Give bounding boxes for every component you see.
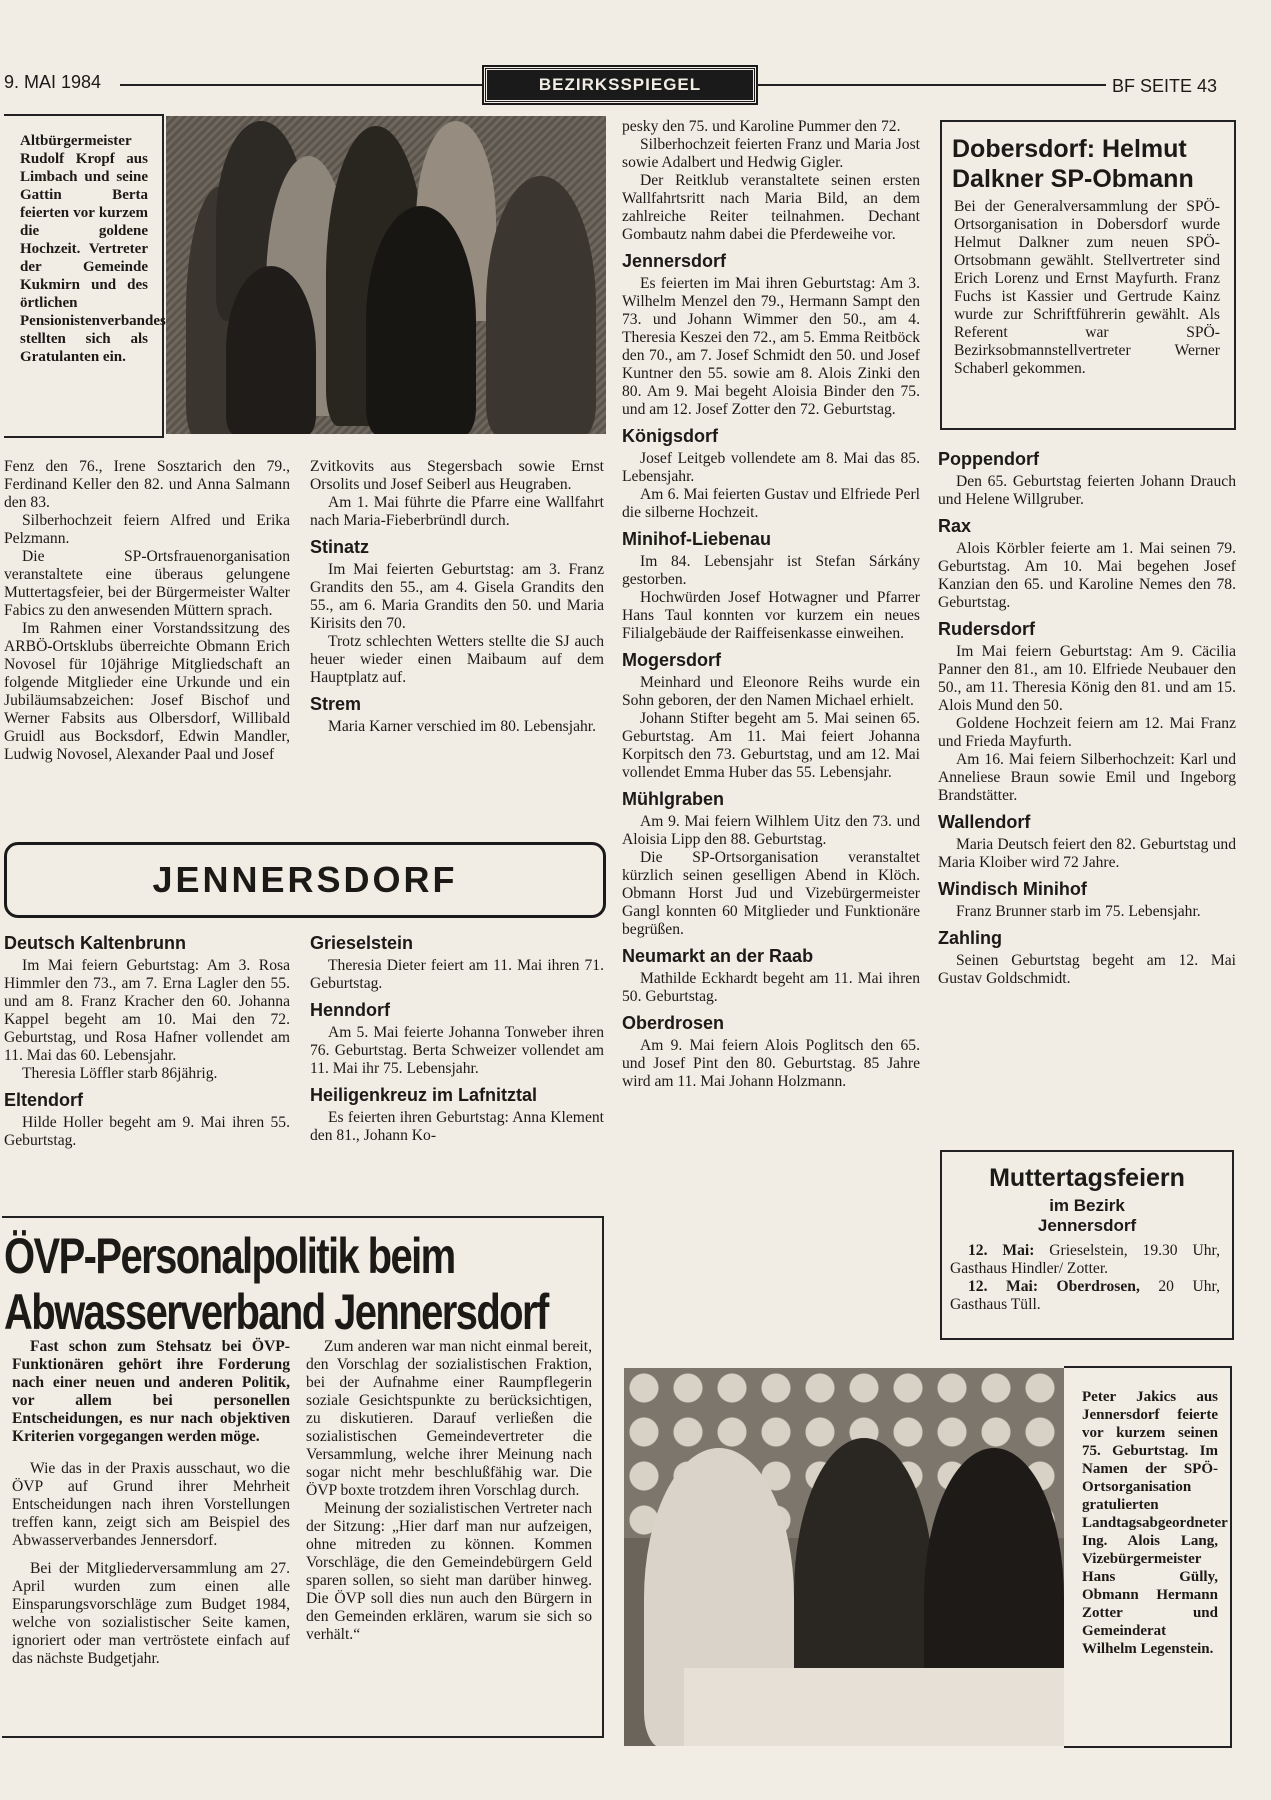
section-title: BEZIRKSSPIEGEL xyxy=(484,67,756,103)
event-detail: Grieselstein, 19.30 Uhr, Gasthaus Hindler/ Zotter. xyxy=(950,1242,1220,1277)
jennersdorf-column-1 xyxy=(4,926,290,1150)
paragraph: Franz Brunner starb im 75. Lebensjahr. xyxy=(956,903,1201,920)
event-date: 12. Mai: Oberdrosen, xyxy=(968,1278,1140,1295)
heading-eltendorf: Eltendorf xyxy=(4,1090,83,1110)
paragraph: Im 84. Lebensjahr ist Stefan Sárkány gestorben. xyxy=(622,553,920,588)
muttertag-text xyxy=(950,1242,1220,1314)
paragraph: Bei der Mitgliederversammlung am 27. April wurden zum einen alle Einsparungsvorschläge zum Budget 1984, welche von sozialistischer Seite kamen, ignoriert oder man vertröstete einfach auf das nächste Budgetjahr. xyxy=(12,1560,290,1667)
column-4 xyxy=(938,442,1236,988)
paragraph: Zvitkovits aus Stegersbach sowie Ernst Orsolits und Josef Seiberl aus Heugraben. xyxy=(310,458,604,493)
paragraph: Silberhochzeit feiern Alfred und Erika Pelzmann. xyxy=(4,512,290,547)
article-headline xyxy=(4,1228,548,1340)
paragraph: Seinen Geburtstag begeht am 12. Mai Gustav Goldschmidt. xyxy=(938,952,1236,987)
paragraph: Im Mai feierten Geburtstag: am 3. Franz Grandits den 55., am 4. Gisela Grandits den 55., am 6. Maria Grandits den 50. und Maria Kirisits den 70. xyxy=(310,561,604,632)
heading-koenigsdorf: Königsdorf xyxy=(622,426,718,446)
event-date: 12. Mai: xyxy=(968,1242,1035,1259)
heading-minihof-liebenau: Minihof-Liebenau xyxy=(622,529,771,549)
heading-henndorf: Henndorf xyxy=(310,1000,390,1020)
paragraph: Johann Stifter begeht am 5. Mai seinen 65. Geburtstag. Am 11. Mai feiert Johanna Korpitsch den 73. Geburtstag, und am 12. Mai vollendet Emma Huber das 55. Lebensjahr. xyxy=(622,710,920,781)
paragraph: Josef Leitgeb vollendete am 8. Mai das 85. Lebensjahr. xyxy=(622,450,920,485)
paragraph: Der Reitklub veranstaltete seinen ersten Wallfahrtsritt nach Maria Bild, an dem zahlreiche Reiter teilnahmen. Dechant Gombautz nahm dabei die Pferdeweihe vor. xyxy=(622,172,920,243)
paragraph: Am 6. Mai feierten Gustav und Elfriede Perl die silberne Hochzeit. xyxy=(622,486,920,521)
paragraph: Meinhard und Eleonore Reihs wurde ein Sohn geboren, der den Namen Michael erhielt. xyxy=(622,674,920,709)
jennersdorf-column-2 xyxy=(310,926,604,1145)
heading-stinatz: Stinatz xyxy=(310,537,370,557)
heading-neumarkt: Neumarkt an der Raab xyxy=(622,946,814,966)
article-lead: Fast schon zum Stehsatz bei ÖVP-Funktionären gehört ihre Forderung nach einer neuen und anderen Politik, vor allem bei personellen Entscheidungen, es nur nach objektiven Kriterien vorgegangen werden möge. xyxy=(12,1338,290,1445)
heading-wallendorf: Wallendorf xyxy=(938,812,1031,832)
paragraph: Zum anderen war man nicht einmal bereit, den Vorschlag der sozialistischen Fraktion, bei der Aufnahme einer Raumpflegerin soziale Gesichtspunkte zu berücksichtigen, zu diskutieren. Darauf verließen die sozialistischen Gemeindevertreter die Versammlung, welche ihrer Meinung nach sogar nicht mehr beschlußfähig war. Die ÖVP boxte trotzdem ihren Vorschlag durch. xyxy=(306,1338,592,1499)
banner-text: JENNERSDORF xyxy=(152,859,458,900)
photo-table xyxy=(684,1668,1064,1746)
paragraph: Hochwürden Josef Hotwagner und Pfarrer Hans Taul konnten vor kurzem ein neues Filialgebäude der Raiffeisenkasse einweihen. xyxy=(622,589,920,642)
dobersdorf-text: Bei der Generalversammlung der SPÖ-Ortsorganisation in Dobersdorf wurde Helmut Dalkner zum neuen SPÖ-Ortsobmann gewählt. Stellvertreter sind Erich Lorenz und Ernst Mayfurth. Franz Fuchs ist Kassier und Gertrude Kainz wurde zur Schriftführerin gewählt. Als Referent war SPÖ-Bezirksobmannstellvertreter Werner Schaberl gekommen. xyxy=(954,198,1220,377)
paragraph: Es feierten ihren Geburtstag: Anna Klement den 81., Johann Ko- xyxy=(310,1109,604,1144)
heading-poppendorf: Poppendorf xyxy=(938,449,1039,469)
muttertag-title: Muttertagsfeiern xyxy=(989,1164,1185,1192)
photo-person xyxy=(366,206,476,434)
heading-muehlgraben: Mühlgraben xyxy=(622,789,724,809)
heading-jennersdorf: Jennersdorf xyxy=(622,251,727,271)
heading-strem: Strem xyxy=(310,694,362,714)
photo-person xyxy=(486,176,596,434)
paragraph: Goldene Hochzeit feiern am 12. Mai Franz und Frieda Mayfurth. xyxy=(938,715,1236,750)
paragraph: Theresia Löffler starb 86jährig. xyxy=(22,1065,218,1082)
heading-rax: Rax xyxy=(938,516,972,536)
paragraph: Maria Deutsch feiert den 82. Geburtstag und Maria Kloiber wird 72 Jahre. xyxy=(938,836,1236,871)
heading-zahling: Zahling xyxy=(938,928,1002,948)
issue-date: 9. MAI 1984 xyxy=(4,72,102,92)
paragraph: Maria Karner verschied im 80. Lebensjahr. xyxy=(328,718,597,735)
muttertag-sub2: Jennersdorf xyxy=(1037,1216,1137,1235)
paragraph: Mathilde Eckhardt begeht am 11. Mai ihren 50. Geburtstag. xyxy=(622,970,920,1005)
event-detail: 20 Uhr, Gasthaus Tüll. xyxy=(950,1278,1220,1313)
column-3 xyxy=(622,118,920,1091)
paragraph: Den 65. Geburtstag feierten Johann Drauch und Helene Willgruber. xyxy=(938,473,1236,508)
golden-wedding-photo xyxy=(166,116,606,434)
heading-grieselstein: Grieselstein xyxy=(310,933,414,953)
paragraph: Meinung der sozialistischen Vertreter nach der Sitzung: „Hier darf man nur aufzeigen, ohne mitreden zu können. Kommen Vorschläge, die den Gemeindebürgern Geld sparen sollen, so sieht man darüber hinweg. Die ÖVP soll dies nun auch den Bürgern in den Gemeinden erklären, warum sie sich so verhält.“ xyxy=(306,1500,592,1643)
paragraph: pesky den 75. und Karoline Pummer den 72. xyxy=(622,118,901,135)
muttertag-sub1: im Bezirk xyxy=(1049,1196,1125,1215)
paragraph: Im Rahmen einer Vorstandssitzung des ARBÖ-Ortsklubs überreichte Obmann Erich Novosel für 10jährige Mitgliedschaft an folgende Mitglieder eine Urkunde und ein Jubiläumsabzeichen: Josef Bischof und Werner Fabsits aus Olbersdorf, Willibald Gruidl aus Bocksdorf, Edwin Mandler, Ludwig Novosel, Alexander Paal und Josef xyxy=(4,620,290,763)
paragraph: Die SP-Ortsorganisation veranstaltet kürzlich seinen geselligen Abend in Klöch. Obmann Horst Jud und Vizebürgermeister Gangl konnten 60 Mitglieder und Funktionäre begrüßen. xyxy=(622,849,920,938)
paragraph xyxy=(950,1242,1220,1278)
heading-rudersdorf: Rudersdorf xyxy=(938,619,1036,639)
paragraph: Die SP-Ortsfrauenorganisation veranstaltete eine überaus gelungene Muttertagsfeier, bei der Bürgermeister Walter Fabics zu den anwesenden Müttern sprach. xyxy=(4,548,290,619)
heading-mogersdorf: Mogersdorf xyxy=(622,650,721,670)
paragraph: Am 1. Mai führte die Pfarre eine Wallfahrt nach Maria-Fieberbründl durch. xyxy=(310,494,604,529)
paragraph: Am 5. Mai feierte Johanna Tonweber ihren 76. Geburtstag. Berta Schweizer vollendet am 11. Mai ihr 75. Lebensjahr. xyxy=(310,1024,604,1077)
paragraph: Im Mai feiern Geburtstag: Am 9. Cäcilia Panner den 81., am 10. Elfriede Neubauer den 50., am 11. Theresia König den 81. und am 15. Alois Mund den 50. xyxy=(938,643,1236,714)
header-rule-left xyxy=(120,84,482,86)
heading-oberdrosen: Oberdrosen xyxy=(622,1013,725,1033)
birthday-photo xyxy=(624,1368,1064,1746)
paragraph: Hilde Holler begeht am 9. Mai ihren 55. Geburtstag. xyxy=(4,1114,290,1149)
paragraph: Theresia Dieter feiert am 11. Mai ihren 71. Geburtstag. xyxy=(310,957,604,992)
paragraph: Es feierten im Mai ihren Geburtstag: Am 3. Wilhelm Menzel den 79., Hermann Sampt den 73. und Johann Wimmer den 50., am 4. Theresia Keszei den 72., am 5. Emma Reitböck den 70., am 7. Josef Schmidt den 50. und Josef Kuntner den 55. sowie am 8. Alois Zinki den 80. Am 9. Mai begeht Aloisia Binder den 75. und am 12. Josef Zotter den 72. Geburtstag. xyxy=(622,275,920,418)
paragraph: Alois Körbler feierte am 1. Mai seinen 79. Geburtstag. Am 10. Mai begehen Josef Kanzian den 65. und Karoline Nemes den 78. Geburtstag. xyxy=(938,540,1236,611)
paragraph xyxy=(950,1278,1220,1314)
article-right-column xyxy=(306,1338,592,1644)
photo-person xyxy=(226,266,316,434)
paragraph: Am 9. Mai feiern Wilhlem Uitz den 73. und Aloisia Lipp den 88. Geburtstag. xyxy=(622,813,920,848)
dobersdorf-title: Dobersdorf: Helmut Dalkner SP-Obmann xyxy=(952,135,1194,193)
paragraph: Silberhochzeit feierten Franz und Maria Jost sowie Adalbert und Hedwig Gigler. xyxy=(622,136,920,171)
paragraph: Am 16. Mai feiern Silberhochzeit: Karl und Anneliese Braun sowie Emil und Ingeborg Brandstätter. xyxy=(938,751,1236,804)
paragraph: Am 9. Mai feiern Alois Poglitsch den 65. und Josef Pint den 80. Geburtstag. 85 Jahre wird am 11. Mai Johann Holzmann. xyxy=(622,1037,920,1090)
header-rule-right xyxy=(756,84,1106,86)
article-left-column xyxy=(12,1338,290,1668)
bottom-photo-caption: Peter Jakics aus Jennersdorf feierte vor kurzem seinen 75. Geburtstag. Im Namen der SPÖ-Ortsorganisation gratulierten Landtagsabgeordneter Ing. Alois Lang, Vizebürgermeister Hans Gülly, Obmann Hermann Zotter und Gemeinderat Wilhelm Legenstein. xyxy=(1082,1389,1228,1657)
article-headline-line-2: Abwasserverband Jennersdorf xyxy=(4,1284,548,1340)
heading-heiligenkreuz: Heiligenkreuz im Lafnitztal xyxy=(310,1085,538,1105)
paragraph: Im Mai feiern Geburtstag: Am 3. Rosa Himmler den 73., am 7. Erna Lagler den 55. und am 8. Franz Kracher den 60. Johanna Kappel begeht am 10. Mai den 72. Geburtstag, und Rosa Hafner vollendet am 11. Mai das 60. Lebensjahr. xyxy=(4,957,290,1064)
paragraph: Wie das in der Praxis ausschaut, wo die ÖVP auf Grund ihrer Mehrheit Entscheidungen nach ihren Vorstellungen treffen kann, zeigt sich am Beispiel des Abwasserverbandes Jennersdorf. xyxy=(12,1460,290,1549)
paragraph: Trotz schlechten Wetters stellte die SJ auch heuer wieder einen Maibaum auf dem Hauptplatz auf. xyxy=(310,633,604,686)
top-photo-caption: Altbürgermeister Rudolf Kropf aus Limbach und seine Gattin Berta feierten vor kurzem die goldene Hochzeit. Vertreter der Gemeinde Kukmirn und des örtlichen Pensionistenverbandes stellten sich als Gratulanten ein. xyxy=(20,133,166,365)
article-headline-line-1: ÖVP-Personalpolitik beim xyxy=(4,1228,455,1284)
heading-windisch-minihof: Windisch Minihof xyxy=(938,879,1087,899)
column-1-top xyxy=(4,458,290,764)
page-number: BF SEITE 43 xyxy=(1112,76,1218,96)
jennersdorf-banner xyxy=(4,842,606,918)
column-2-top xyxy=(310,458,604,736)
heading-deutsch-kaltenbrunn: Deutsch Kaltenbrunn xyxy=(4,933,187,953)
paragraph: Fenz den 76., Irene Sosztarich den 79., Ferdinand Keller den 82. und Anna Salmann den 83. xyxy=(4,458,290,511)
